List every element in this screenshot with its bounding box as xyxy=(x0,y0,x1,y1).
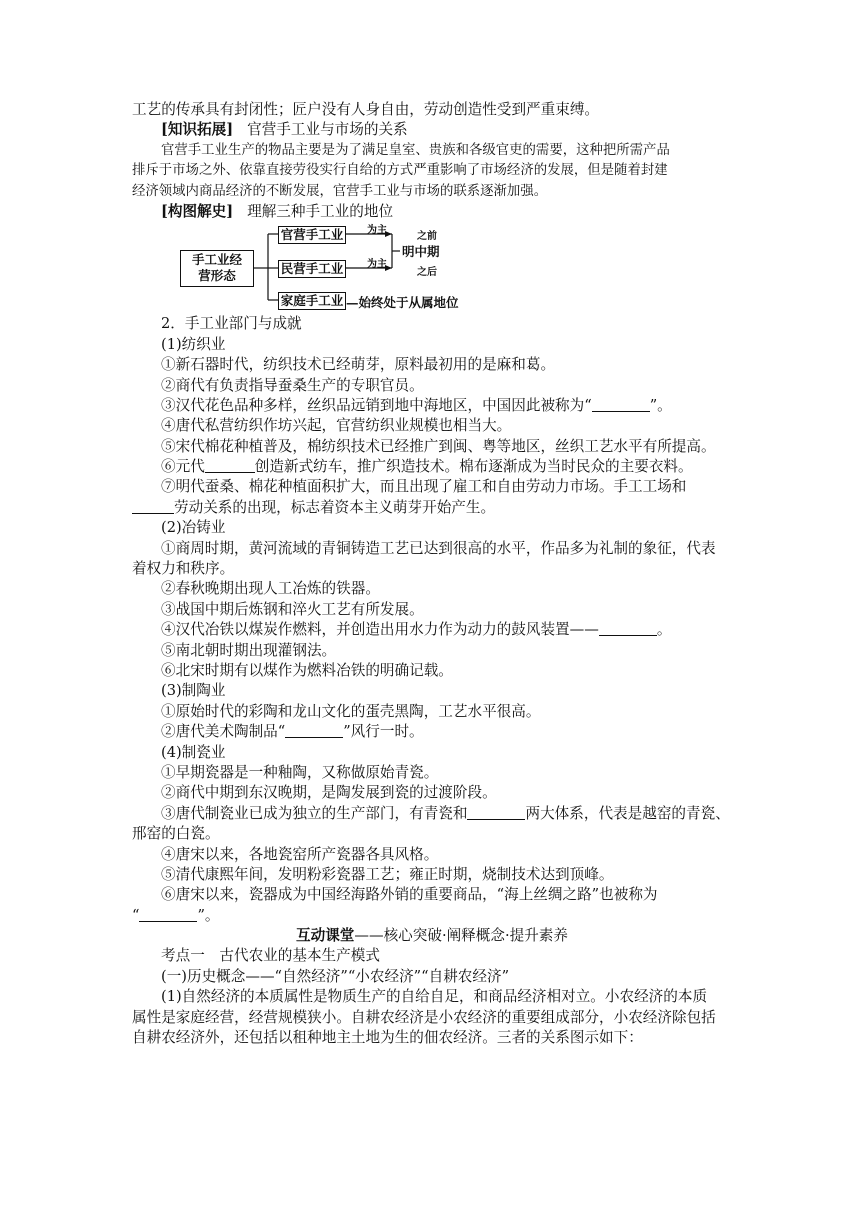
list-item: ①新石器时代，纺织技术已经萌芽，原料最初用的是麻和葛。 xyxy=(161,356,556,374)
diagram-root-line: 营形态 xyxy=(198,268,236,284)
classroom-subtitle: ——核心突破·阐释概念·提升素养 xyxy=(354,927,568,945)
handicraft-diagram xyxy=(180,224,732,310)
fill-blank xyxy=(599,621,657,636)
list-item: ②商代有负责指导蚕桑生产的专职官员。 xyxy=(161,376,424,394)
text-span: “ xyxy=(132,906,140,924)
list-item: ⑤清代康熙年间，发明粉彩瓷器工艺；雍正时期，烧制技术达到顶峰。 xyxy=(161,865,614,883)
point-subtitle: (一)历史概念——“自然经济”“小农经济”“自耕农经济” xyxy=(161,967,510,985)
document-page xyxy=(132,100,732,1048)
list-item: 邢窑的白瓷。 xyxy=(132,825,220,843)
structure-tag: [构图解史] xyxy=(161,202,234,220)
text-span: ②唐代美术陶制品“ xyxy=(161,723,286,741)
fill-blank xyxy=(592,397,650,412)
text-span: ④汉代冶铁以煤炭作燃料，并创造出用水力作为动力的鼓风装置—— xyxy=(161,621,599,639)
paragraph-line: (1)自然经济的本质属性是物质生产的自给自足，和商品经济相对立。小农经济的本质 xyxy=(161,988,708,1006)
subsection-head: (1)纺织业 xyxy=(161,335,226,353)
text-span: ③唐代制瓷业已成为独立的生产部门，有青瓷和 xyxy=(161,804,468,822)
list-item: ④唐宋以来，各地瓷窑所产瓷器各具风格。 xyxy=(161,845,439,863)
knowledge-title: 官营手工业与市场的关系 xyxy=(247,121,408,139)
list-item: ①商周时期，黄河流域的青铜铸造工艺已达到很高的水平，作品多为礼制的象征，代表 xyxy=(161,539,716,557)
text-span: 。 xyxy=(656,621,672,639)
knowledge-tag: [知识拓展] xyxy=(161,121,234,139)
text-span: ③汉代花色品种多样，丝织品远销到地中海地区，中国因此被称为“ xyxy=(161,396,592,414)
list-item xyxy=(132,498,732,518)
diagram-label-main: 为主 xyxy=(367,259,387,271)
subsection-head: (2)冶铸业 xyxy=(161,519,226,537)
list-item: ⑤宋代棉花种植普及，棉纺织技术已经推广到闽、粤等地区，丝织工艺水平有所提高。 xyxy=(161,437,716,455)
fill-blank xyxy=(205,458,255,473)
subsection-head: (4)制瓷业 xyxy=(161,743,226,761)
text-line: 工艺的传承具有封闭性；匠户没有人身自由，劳动创造性受到严重束缚。 xyxy=(132,101,600,118)
list-item xyxy=(132,722,732,742)
fill-blank xyxy=(132,499,174,514)
fill-blank xyxy=(285,723,343,738)
subsection-head: (3)制陶业 xyxy=(161,682,226,700)
diagram-label-after: 之后 xyxy=(417,267,437,279)
diagram-label-main: 为主 xyxy=(367,225,387,237)
structure-heading xyxy=(132,202,732,222)
text-span: ⑥元代 xyxy=(161,458,205,476)
diagram-root-line: 手工业经 xyxy=(191,252,242,268)
diagram-root-box xyxy=(180,250,254,287)
knowledge-heading xyxy=(132,120,732,140)
list-item: 着权力和秩序。 xyxy=(132,560,235,578)
text-span: ”风行一时。 xyxy=(343,723,424,741)
list-item xyxy=(132,457,732,477)
knowledge-body-line: 经济领域内商品经济的不断发展，官营手工业与市场的联系逐渐加强。 xyxy=(132,183,548,199)
list-item xyxy=(132,396,732,416)
list-item: ⑤南北朝时期出现灌钢法。 xyxy=(161,641,337,659)
list-item xyxy=(132,906,732,926)
text-span: 创造新式纺车，推广织造技术。棉布逐渐成为当时民众的主要衣料。 xyxy=(254,458,693,476)
paragraph-line: 自耕农经济外，还包括以租种地主土地为生的佃农经济。三者的关系图示如下： xyxy=(132,1029,643,1047)
text-span: 劳动关系的出现，标志着资本主义萌芽开始产生。 xyxy=(174,498,496,516)
classroom-title: 互动课堂 xyxy=(296,927,355,945)
section-title: 2．手工业部门与成就 xyxy=(161,315,302,333)
list-item xyxy=(132,620,732,640)
paragraph-line: 属性是家庭经营，经营规模狭小。自耕农经济是小农经济的重要组成部分，小农经济除包括 xyxy=(132,1008,716,1026)
structure-title: 理解三种手工业的地位 xyxy=(247,202,394,220)
list-item: ①早期瓷器是一种釉陶，又称做原始青瓷。 xyxy=(161,763,439,781)
text-span: ”。 xyxy=(649,396,672,414)
diagram-label-before: 之前 xyxy=(417,231,437,243)
fill-blank xyxy=(467,805,525,820)
text-span: ”。 xyxy=(197,906,220,924)
point-title: 考点一 古代农业的基本生产模式 xyxy=(161,947,380,965)
diagram-private-box: 民营手工业 xyxy=(278,260,346,278)
classroom-heading xyxy=(132,926,732,946)
knowledge-body-line: 官营手工业生产的物品主要是为了满足皇室、贵族和各级官吏的需要，这种把所需产品 xyxy=(161,142,670,158)
diagram-label-mid: 明中期 xyxy=(402,244,440,260)
text-span: 两大体系，代表是越窑的青瓷、 xyxy=(525,804,730,822)
list-item: ①原始时代的彩陶和龙山文化的蛋壳黑陶，工艺水平很高。 xyxy=(161,702,541,720)
diagram-label-family: —始终处于从属地位 xyxy=(346,295,459,311)
diagram-family-box: 家庭手工业 xyxy=(278,292,346,310)
diagram-official-box: 官营手工业 xyxy=(278,226,346,244)
list-item xyxy=(132,804,732,824)
list-item: ④唐代私营纺织作坊兴起，官营纺织业规模也相当大。 xyxy=(161,417,512,435)
list-item: ③战国中期后炼钢和淬火工艺有所发展。 xyxy=(161,600,424,618)
list-item: ⑥唐宋以来，瓷器成为中国经海路外销的重要商品，“海上丝绸之路”也被称为 xyxy=(161,886,658,904)
list-item: ⑦明代蚕桑、棉花种植面积扩大，而且出现了雇工和自由劳动力市场。手工工场和 xyxy=(161,478,687,496)
list-item: ⑥北宋时期有以煤作为燃料冶铁的明确记载。 xyxy=(161,661,453,679)
list-item: ②春秋晚期出现人工冶炼的铁器。 xyxy=(161,580,380,598)
knowledge-body-line: 排斥于市场之外、依靠直接劳役实行自给的方式严重影响了市场经济的发展，但是随着封建 xyxy=(132,163,668,179)
list-item: ②商代中期到东汉晚期，是陶发展到瓷的过渡阶段。 xyxy=(161,784,497,802)
fill-blank xyxy=(139,907,197,922)
